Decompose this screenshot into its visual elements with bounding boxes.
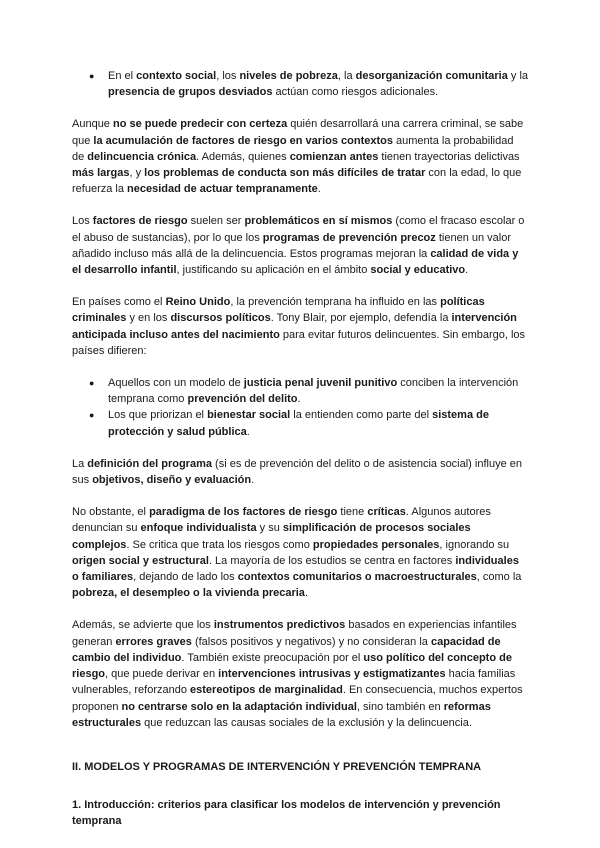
bold-text: críticas xyxy=(367,506,406,519)
bold-text: origen social y estructural xyxy=(72,554,209,567)
bold-text: comienzan antes xyxy=(289,150,379,163)
paragraph-1: Aunque no se puede predecir con certeza quién desarrollará una carrera criminal, se sabe que la acumulación de factores de riesgo en varios contextos aumenta la probabilidad de delincuencia crónica. Además, quienes comienzan antes tienen trayectorias delictivas más largas, y los problemas de conducta son más difíciles de tratar con la edad, lo que refuerza la necesidad de actuar tempranamente. xyxy=(72,118,524,196)
bullet-list-mid xyxy=(72,375,528,440)
bold-text: necesidad de actuar tempranamente xyxy=(127,183,318,196)
bold-text: social y educativo xyxy=(370,264,466,277)
bold-text: simplificación de procesos sociales complejos xyxy=(72,522,471,551)
bold-text: factores de riesgo xyxy=(92,215,188,228)
bullet-icon: ● xyxy=(89,410,95,421)
list-item-text: En el contexto social, los niveles de pobreza, la desorganización comunitaria y la presencia de grupos desviados actúan como riesgos adicionales. xyxy=(108,70,529,99)
bold-text: intervención anticipada incluso antes del nacimiento xyxy=(72,312,517,341)
bold-text: Reino Unido xyxy=(165,296,231,309)
bold-text: sistema de protección y salud pública xyxy=(108,409,489,438)
bullet-list-top xyxy=(72,68,528,100)
list-item-text: Aquellos con un modelo de justicia penal juvenil punitivo conciben la intervención temprana como prevención del delito. xyxy=(108,377,519,406)
bold-text: no centrarse solo en la adaptación individual xyxy=(121,700,357,713)
bold-text: discursos políticos xyxy=(170,312,271,325)
list-item xyxy=(72,68,528,100)
bold-text: prevención del delito xyxy=(187,393,298,406)
bold-text: definición del programa xyxy=(87,457,212,470)
list-item xyxy=(72,375,528,407)
bold-text: justicia penal juvenil punitivo xyxy=(243,377,398,390)
paragraph-4: La definición del programa (si es de prevención del delito o de asistencia social) influye en sus objetivos, diseño y evaluación. xyxy=(72,457,522,487)
bold-text: problemáticos en sí mismos xyxy=(244,215,393,228)
bold-text: objetivos, diseño y evaluación xyxy=(92,474,252,487)
subsection-heading: 1. Introducción: criterios para clasificar los modelos de intervención y prevención temprana xyxy=(72,798,501,827)
bold-text: bienestar social xyxy=(207,409,291,422)
bullet-icon: ● xyxy=(89,71,95,81)
bold-text: contexto social xyxy=(136,70,217,82)
bold-text: la acumulación de factores de riesgo en varios contextos xyxy=(93,134,393,147)
bold-text: los problemas de conducta son más difíciles de tratar xyxy=(144,167,426,180)
paragraph-5: No obstante, el paradigma de los factores de riesgo tiene críticas. Algunos autores denuncian su enfoque individualista y su simplificación de procesos sociales complejos. Se critica que trata los riesgos como propiedades personales, ignorando su origen social y estructural. La mayoría de los estudios se centra en factores individuales o familiares, dejando de lado los contextos comunitarios o macroestructurales, como la pobreza, el desempleo o la vivienda precaria. xyxy=(72,506,522,600)
bold-text: estereotipos de marginalidad xyxy=(190,684,343,697)
bold-text: intervenciones intrusivas y estigmatizantes xyxy=(218,668,446,681)
bold-text: niveles de pobreza xyxy=(239,70,338,82)
bold-text: enfoque individualista xyxy=(140,522,257,535)
bold-text: contextos comunitarios o macroestructurales xyxy=(237,571,477,584)
bold-text: errores graves xyxy=(115,635,192,648)
bold-text: desorganización comunitaria xyxy=(355,70,508,82)
section-heading: II. MODELOS Y PROGRAMAS DE INTERVENCIÓN Y PREVENCIÓN TEMPRANA xyxy=(72,760,482,773)
paragraph-2: Los factores de riesgo suelen ser problemáticos en sí mismos (como el fracaso escolar o el abuso de sustancias), por lo que los programas de prevención precoz tienen un valor añadido incluso más allá de la delincuencia. Estos programas mejoran la calidad de vida y el desarrollo infantil, justificando su aplicación en el ámbito social y educativo. xyxy=(72,215,525,277)
bold-text: uso político del concepto de riesgo xyxy=(72,651,512,681)
bold-text: calidad de vida y el desarrollo infantil xyxy=(72,247,519,277)
list-item-text: Los que priorizan el bienestar social la entienden como parte del sistema de protección y salud pública. xyxy=(108,409,489,438)
bold-text: no se puede predecir con certeza xyxy=(112,118,288,131)
bold-text: programas de prevención precoz xyxy=(262,231,436,244)
bold-text: propiedades personales xyxy=(312,538,440,551)
bold-text: capacidad de cambio del individuo xyxy=(72,635,501,664)
bullet-icon: ● xyxy=(89,378,95,389)
paragraph-6: Además, se advierte que los instrumentos predictivos basados en experiencias infantiles generan errores graves (falsos positivos y negativos) y no consideran la capacidad de cambio del individuo. También existe preocupación por el uso político del concepto de riesgo, que puede derivar en intervenciones intrusivas y estigmatizantes hacia familias vulnerables, reforzando estereotipos de marginalidad. En consecuencia, muchos expertos proponen no centrarse solo en la adaptación individual, sino también en reformas estructurales que reduzcan las causas sociales de la exclusión y la delincuencia. xyxy=(72,619,523,729)
bold-text: individuales o familiares xyxy=(72,554,519,584)
document-page xyxy=(72,68,528,829)
bold-text: instrumentos predictivos xyxy=(213,619,346,632)
list-item xyxy=(72,407,528,439)
bold-text: políticas criminales xyxy=(72,296,485,325)
bold-text: delincuencia crónica xyxy=(87,150,197,163)
bold-text: presencia de grupos desviados xyxy=(108,86,273,99)
bold-text: paradigma de los factores de riesgo xyxy=(149,506,338,519)
bold-text: más largas xyxy=(72,167,130,180)
paragraph-3: En países como el Reino Unido, la prevención temprana ha influido en las políticas criminales y en los discursos políticos. Tony Blair, por ejemplo, defendía la intervención anticipada incluso antes del nacimiento para evitar futuros delincuentes. Sin embargo, los países difieren: xyxy=(72,296,526,357)
bold-text: pobreza, el desempleo o la vivienda precaria xyxy=(72,587,305,600)
bold-text: reformas estructurales xyxy=(72,700,491,729)
